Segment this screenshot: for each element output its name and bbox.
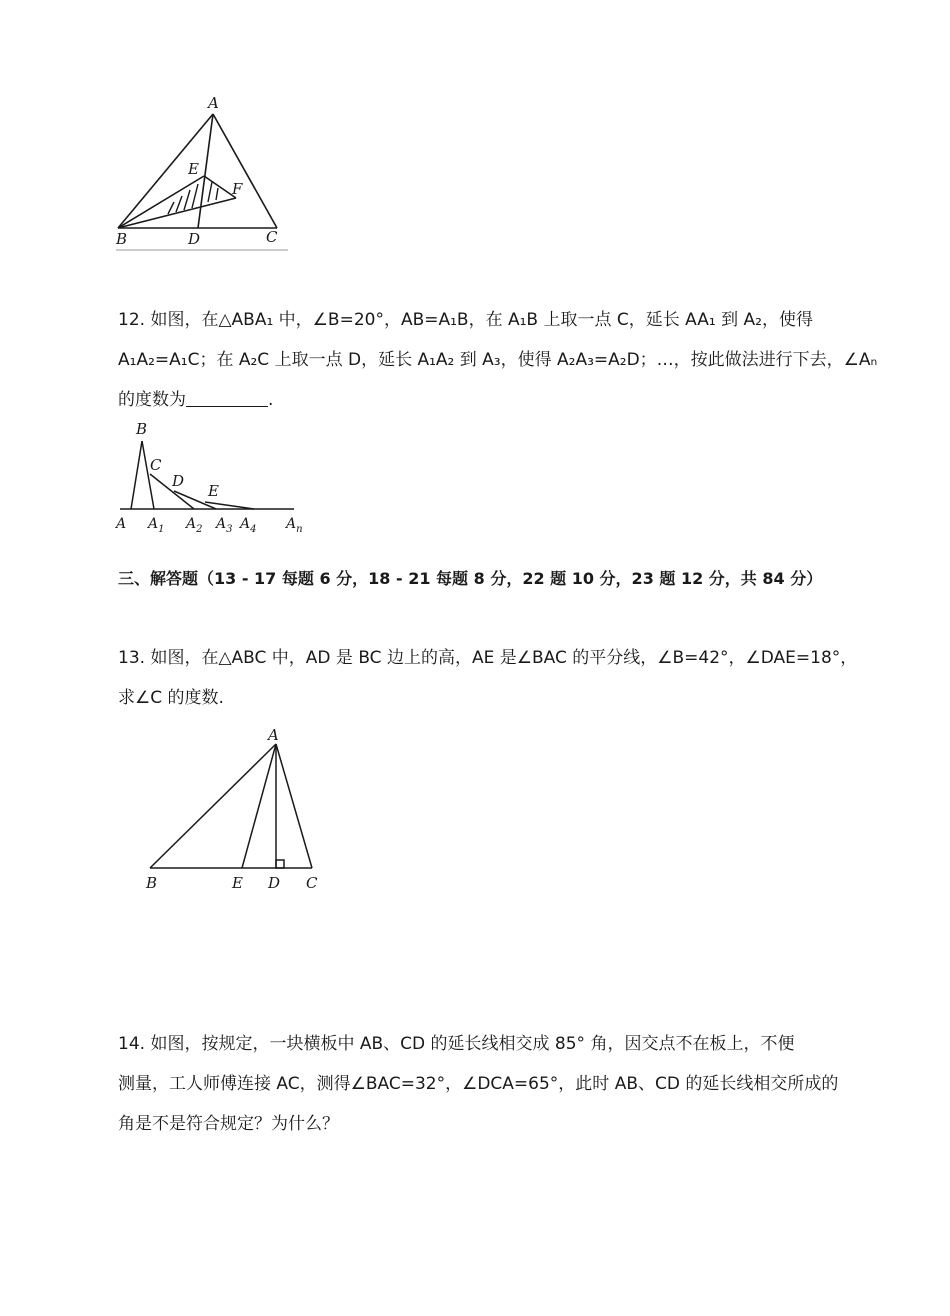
side-ac — [213, 114, 277, 228]
answer-blank — [186, 405, 268, 407]
q13-line-1: 13. 如图，在△ABC 中，AD 是 BC 边上的高，AE 是∠BAC 的平分线，∠B=42°，∠DAE=18°， — [118, 648, 858, 668]
figure-triangle-bef — [112, 92, 292, 254]
label-e: E — [208, 482, 219, 500]
section-heading: 三、解答题（13 - 17 每题 6 分，18 - 21 每题 8 分，22 题 10 分，23 题 12 分，共 84 分） — [118, 569, 823, 588]
label-b: B — [136, 420, 148, 438]
label-c: C — [266, 228, 278, 246]
figure-q12-sequence — [112, 416, 312, 538]
label-a3: $A_3$ — [216, 516, 233, 535]
label-d: D — [188, 230, 201, 248]
figure-q13-triangle — [140, 722, 330, 894]
label-d: D — [172, 472, 185, 490]
right-angle-mark — [276, 860, 284, 868]
label-d: D — [268, 874, 281, 892]
label-b: B — [146, 874, 158, 892]
label-f: F — [232, 180, 243, 198]
q14-line-1: 14. 如图，按规定，一块横板中 AB、CD 的延长线相交成 85° 角，因交点不在板上，不便 — [118, 1034, 795, 1054]
label-a1: $A_1$ — [148, 516, 165, 535]
q14-line-2: 测量，工人师傅连接 AC，测得∠BAC=32°，∠DCA=65°，此时 AB、CD 的延长线相交所成的 — [118, 1074, 839, 1094]
question-12 — [118, 300, 878, 420]
label-a: A — [208, 94, 219, 112]
side-ab — [150, 744, 276, 868]
label-an: $A_n$ — [286, 516, 303, 535]
label-a4: $A_4$ — [240, 516, 257, 535]
segment-be — [118, 176, 204, 228]
segment-ad — [198, 114, 213, 228]
segment-ae — [242, 744, 276, 868]
label-c: C — [150, 456, 162, 474]
q13-line-2: 求∠C 的度数. — [118, 688, 224, 708]
label-b: B — [116, 230, 128, 248]
label-e: E — [232, 874, 243, 892]
side-ac — [276, 744, 312, 868]
q14-line-3: 角是不是符合规定？为什么？ — [118, 1114, 339, 1134]
label-a: A — [116, 516, 127, 532]
question-14 — [118, 1024, 838, 1144]
question-13 — [118, 638, 858, 718]
label-e: E — [188, 160, 199, 178]
segment-bf — [118, 198, 236, 228]
label-c: C — [306, 874, 318, 892]
q12-line-2: A₁A₂=A₁C；在 A₂C 上取一点 D，延长 A₁A₂ 到 A₃，使得 A₂A₃=A₂D；…，按此做法进行下去，∠Aₙ — [118, 350, 878, 370]
q12-line-3: 的度数为 . — [118, 390, 274, 410]
q12-line-1: 12. 如图，在△ABA₁ 中，∠B=20°，AB=A₁B，在 A₁B 上取一点 C，延长 AA₁ 到 A₂，使得 — [118, 310, 813, 330]
label-a2: $A_2$ — [186, 516, 203, 535]
label-a: A — [268, 726, 279, 744]
